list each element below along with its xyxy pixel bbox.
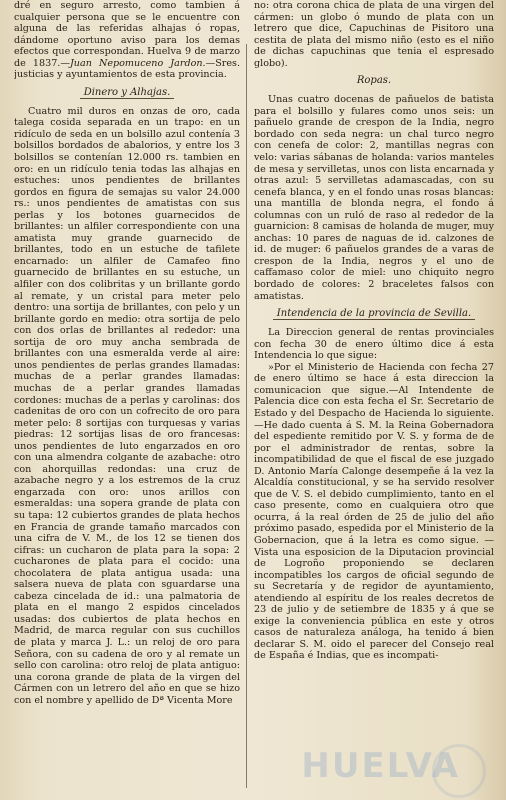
left-column (14, 0, 240, 800)
right-column (254, 0, 494, 800)
right-paragraph-3: La Direccion general de rentas provinciales con fecha 30 de enero último dice á esta Intendencia lo que sigue: (254, 327, 494, 362)
section-heading-intendencia: Intendencia de la provincia de Sevilla. (254, 308, 494, 319)
left-paragraph-1 (14, 0, 240, 81)
signature: Juan Nepomuceno Jardon. (69, 57, 206, 69)
left-p1-text: dré en seguro arresto, como tambien á cualquier persona que se le encuentre con alguna de las referidas alhajas ó ropas, dándome oportuno aviso para los demas efectos que correspondan. Huelva 9 de marzo de 1837.— (14, 0, 240, 69)
section-heading-clothes: Ropas. (356, 75, 392, 87)
right-paragraph-4: »Por el Ministerio de Hacienda con fecha 27 de enero último se hace á esta direccion la comunicacion que sigue.—Al Intendente de Palencia dice con esta fecha el Sr. Secretario de Estado y del Despacho de Hacienda lo siguiente.—He dado cuenta á S. M. la Reina Gobernadora del espediente remitido por V. S. y forma de de por el administrador de rentas, sobre la incompatibilidad de que el fiscal de ese juzgado D. Antonio María Calonge desempeñe á la vez la Alcaldía constitucional, y se ha servido resolver que de V. S. el debido cumplimiento, tanto en el caso presente, como en cualquiera otro que ocurra, á la real órden de 25 de julio del año próximo pasado, espedida por el Ministerio de la Gobernacion, que á la letra es como sigue. —Vista una esposicion de la Diputacion provincial de Logroño proponiendo se declaren incompatibles los cargos de oficial segundo de su Secretaría y de regidor de ayuntamiento, atendiendo al espíritu de los reales decretos de 23 de julio y de setiembre de 1835 y á que se exige la conveniencia pública en este y otros casos de naturaleza análoga, ha tenido á bien declarar S. M. oido el parecer del Consejo real de España é Indias, que es incompati- (254, 361, 494, 662)
watermark-logo: HUELVA (301, 746, 460, 786)
right-paragraph-1: no: otra corona chica de plata de una virgen del cármen: un globo ó mundo de plata con un letrero que dice, Capuchinas de Pisitoro una cestita de plata del mismo niño (esto es el niño de dichas capuchinas que tenia el espresado globo). (254, 0, 494, 69)
right-paragraph-2: Unas cuatro docenas de pañuelos de batista para el bolsillo y fulares como unos seis: un pañuelo grande de crespon de la India, negro bordado con seda negra: un chal turco negro con cenefa de color: 2, mantillas negras con velo: varias sábanas de holanda: varios manteles de mesa y servilletas, unos con lista encarnada y otras azul: 5 servilletas adamascadas, con su cenefa blanca, y en el fondo unas rosas blancas: una mantilla de blonda negra, el fondo á columnas con un ruló de raso al rededor de la guarnicion: 8 camisas de holanda de muger, muy anchas: 10 pares de naguas de id. calzones de id. de muger: 6 pañuelos grandes de a varas de crespon de la India, negros y el uno de caffamaso color de miel: uno chiquito negro bordado de colores: 2 braceletes falsos con amatistas. (254, 94, 494, 302)
column-divider (246, 44, 247, 788)
section-heading-money: Dinero y Alhajas. (14, 87, 240, 98)
left-paragraph-2: Cuatro mil duros en onzas de oro, cada talega cosida separada en un trapo: en un ridículo de seda en un bolsillo azul contenía 3 bolsillos bordados de abalorios, y entre los 3 bolsillos se contenían 12.000 rs. tambien en oro: en un ridículo tenia todas las alhajas en estuches: unos pendientes de brillantes gordos en figura de semajas su valor 24.000 rs.: unos pendientes de amatistas con sus perlas y los botones guarnecidos de brillantes: un alfiler correspondiente con una amatista muy grande guarnecido de brillantes, todo en un estuche de tafilete encarnado: un alfiler de Camafeo fino guarnecido de brillantes en su estuche, un alfiler con dos colibritas y un brillante gordo al remate, y un cristal para meter pelo dentro: una sortija de brillantes, con pelo y un brillante gordo en medio: otra sortija de pelo con dos orlas de brillantes al rededor: una sortija de oro muy ancha sembrada de brillantes con una esmeralda verde al aire: unos pendientes de perlas grandes llamadas: muchas de a perlar grandes llamadas: muchas de a perlar grandes llamadas cordones: muchas de a perlas y carolinas: dos cadenitas de oro con un cofrecito de oro para meter pelo: 8 sortijas con turquesas y varias piedras: 12 sortijas lisas de oro francesas: unos pendientes de luto engarzados en oro con una almendra colgante de azabache: otro con ahorquillas redondas: una cruz de azabache negro y a los estremos de la cruz engarzada con oro: unos arillos con esmeraldas: una sopera grande de plata con su tapa: 12 cubiertos grandes de plata hechos en Francia de grande tamaño marcados con una cifra de V. M., de los 12 se tienen dos cifras: un cucharon de plata para la sopa: 2 cucharones de plata para el cocido: una chocolatera de plata antigua usada: una salsera nueva de plata con sguardarse una cabeza cincelada de id.: una palmatoria de plata en el mango 2 espidos cincelados usadas: dos cubiertos de plata hechos en Madrid, de marca regular con sus cuchillos de plata y marca J. L.: un reloj de oro para Señora, con su cadena de oro y al remate un sello con carolina: otro reloj de plata antiguo: una corona grande de plata de la virgen del Cármen con un letrero del año en que se hizo con el nombre y apellido de Dª Vicenta More (14, 105, 240, 706)
left-p1-end: —Sres. justicias y ayuntamientos de esta provincia. (14, 57, 240, 81)
